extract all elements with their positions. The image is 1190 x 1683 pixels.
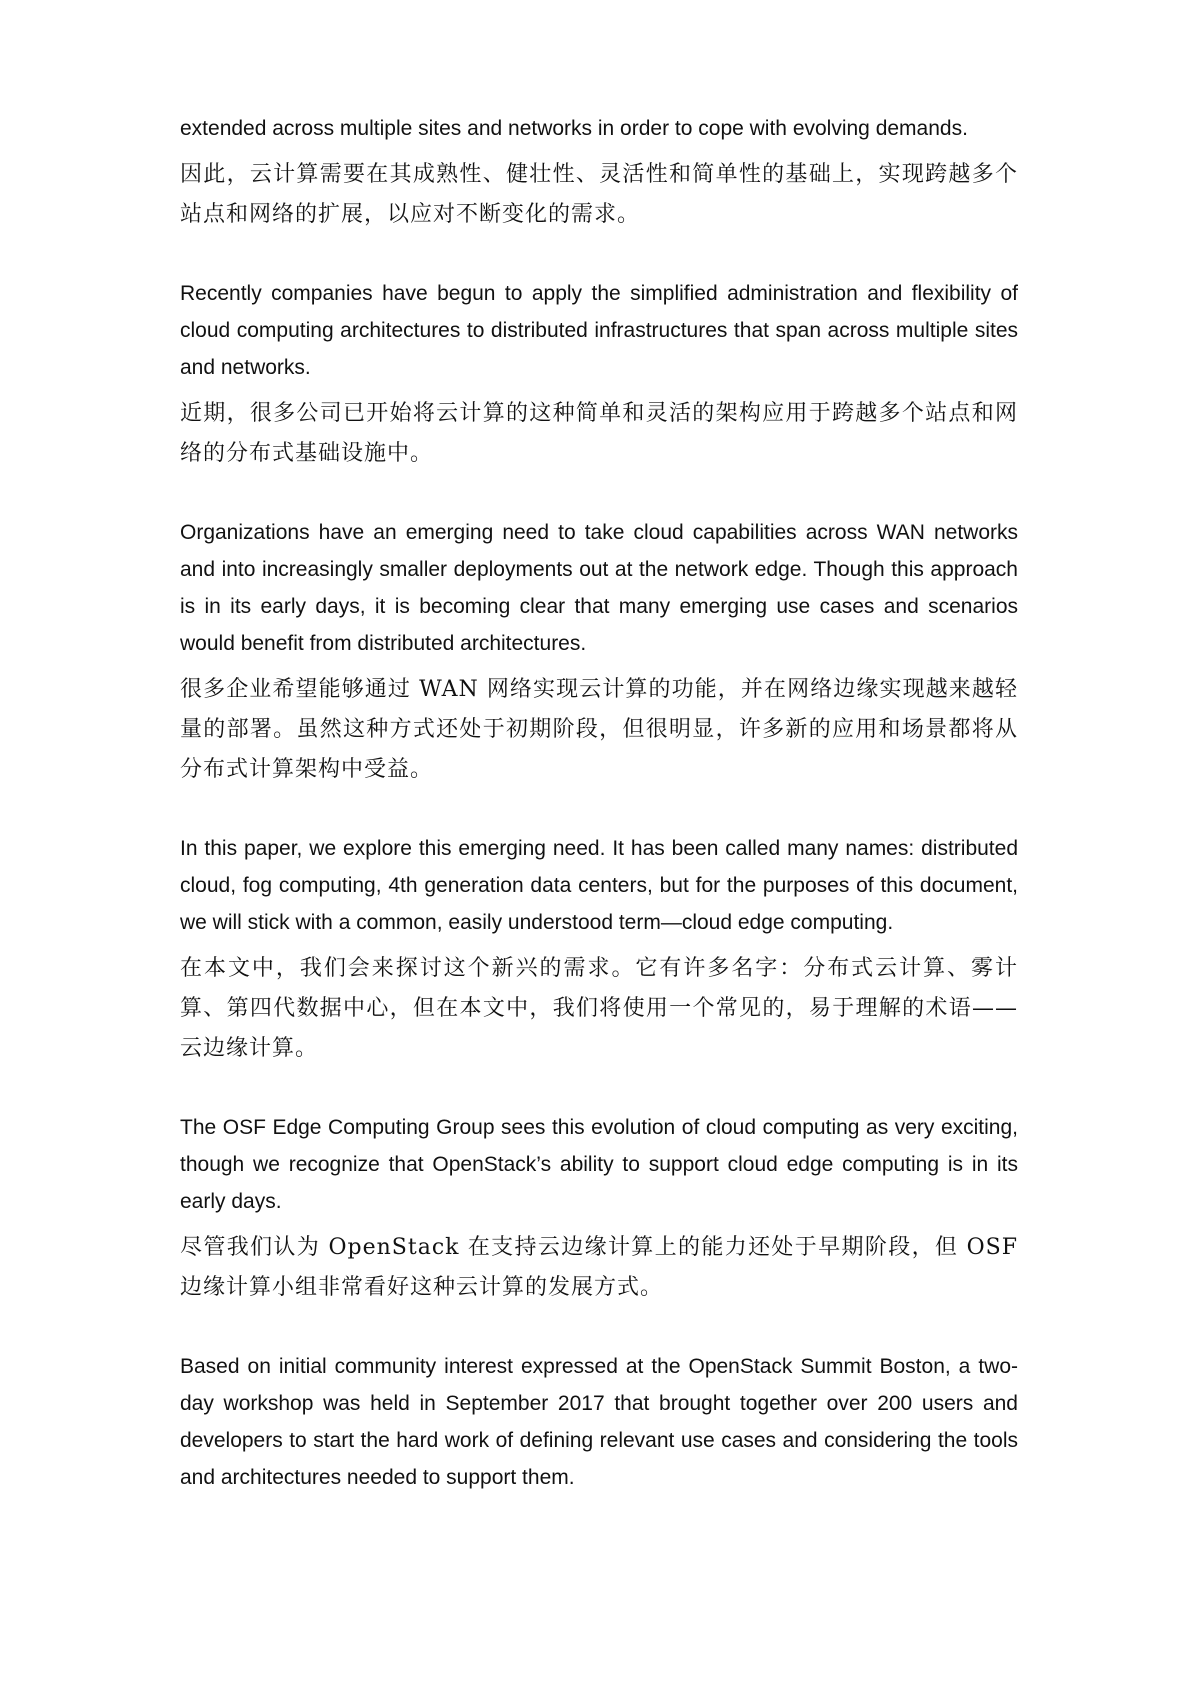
spacer: [180, 386, 1018, 394]
paragraph-zh: 在本文中，我们会来探讨这个新兴的需求。它有许多名字：分布式云计算、雾计算、第四代数据中心，但在本文中，我们将使用一个常见的，易于理解的术语——云边缘计算。: [180, 956, 1018, 1061]
spacer: [180, 941, 1018, 949]
paragraph-en: extended across multiple sites and networks in order to cope with evolving demands.: [180, 117, 968, 140]
spacer: [180, 474, 1018, 514]
paragraph-en: Based on initial community interest expressed at the OpenStack Summit Boston, a two-day workshop was held in September 2017 that brought together over 200 users and developers to start the hard work of defining relevant use cases and considering the tools and architectures needed to support them.: [180, 1355, 1018, 1489]
paragraph-zh: 近期，很多公司已开始将云计算的这种简单和灵活的架构应用于跨越多个站点和网络的分布式基础设施中。: [180, 401, 1018, 466]
paragraph-en: The OSF Edge Computing Group sees this evolution of cloud computing as very exciting, though we recognize that OpenStack’s ability to support cloud edge computing is in its early days.: [180, 1116, 1018, 1213]
paragraph-en: Organizations have an emerging need to take cloud capabilities across WAN networks and into increasingly smaller deployments out at the network edge. Though this approach is in its early days, it is becoming clear that many emerging use cases and scenarios would benefit from distributed architectures.: [180, 521, 1018, 655]
spacer: [180, 662, 1018, 670]
spacer: [180, 235, 1018, 275]
spacer: [180, 1308, 1018, 1348]
paragraph-zh: 尽管我们认为 OpenStack 在支持云边缘计算上的能力还处于早期阶段，但 OSF 边缘计算小组非常看好这种云计算的发展方式。: [180, 1235, 1018, 1300]
spacer: [180, 1220, 1018, 1228]
spacer: [180, 147, 1018, 155]
spacer: [180, 1069, 1018, 1109]
spacer: [180, 790, 1018, 830]
paragraph-en: In this paper, we explore this emerging need. It has been called many names: distributed cloud, fog computing, 4th generation data centers, but for the purposes of this document, we will stick with a common, easily understood term—cloud edge computing.: [180, 837, 1018, 934]
document-body: [180, 110, 1018, 1496]
paragraph-zh: 很多企业希望能够通过 WAN 网络实现云计算的功能，并在网络边缘实现越来越轻量的部署。虽然这种方式还处于初期阶段，但很明显，许多新的应用和场景都将从分布式计算架构中受益。: [180, 677, 1018, 782]
paragraph-en: Recently companies have begun to apply the simplified administration and flexibility of cloud computing architectures to distributed infrastructures that span across multiple sites and networks.: [180, 282, 1018, 379]
paragraph-zh: 因此，云计算需要在其成熟性、健壮性、灵活性和简单性的基础上，实现跨越多个站点和网络的扩展，以应对不断变化的需求。: [180, 162, 1018, 227]
